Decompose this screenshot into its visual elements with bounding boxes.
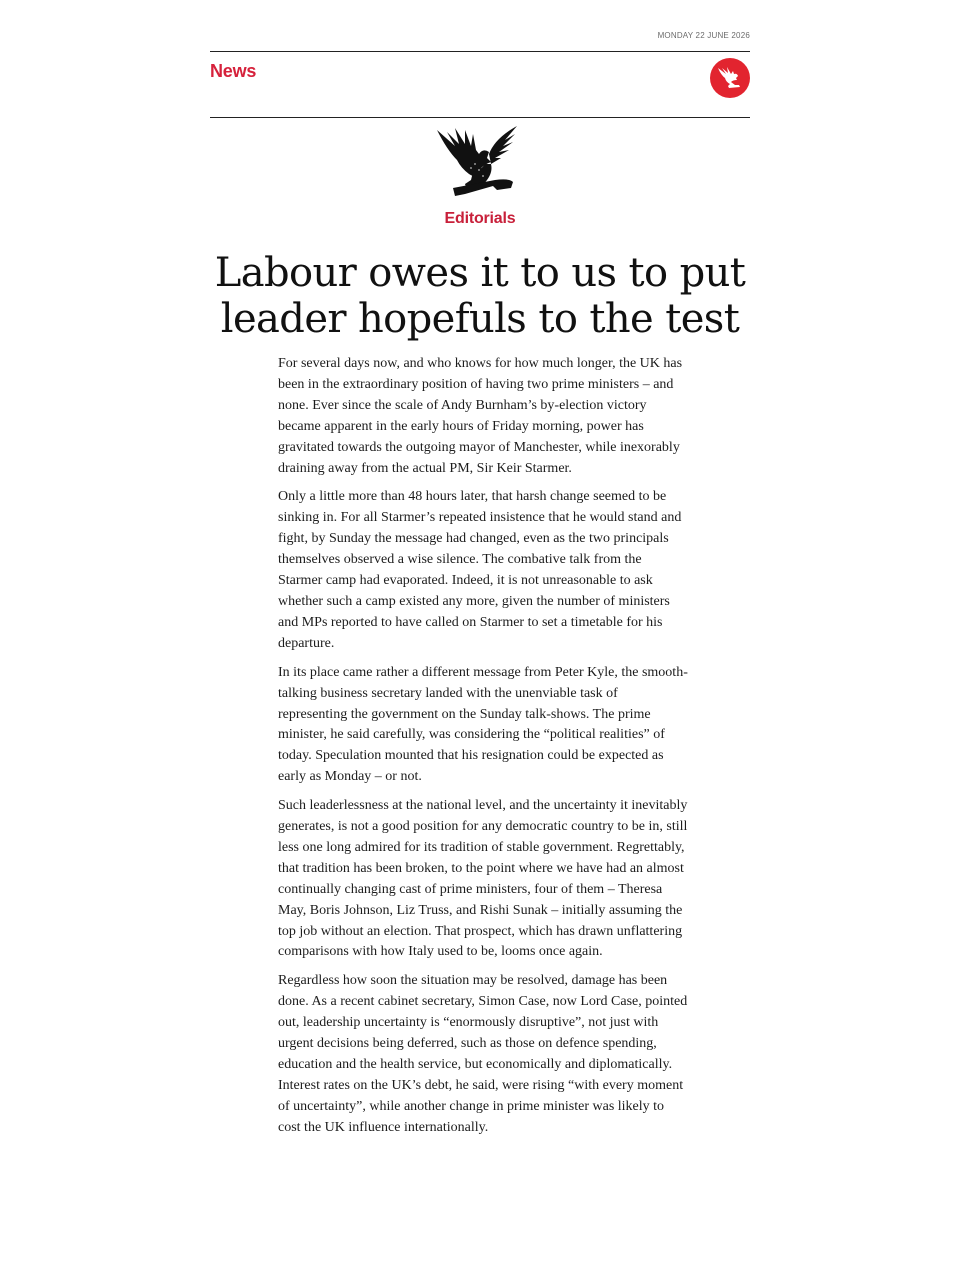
article-paragraph: Only a little more than 48 hours later, that harsh change seemed to be sinking in. For all Starmer’s repeated insistence that he would stand and fight, by Sunday the message had changed, even as the two principals themselves observed a wise silence. The combative talk from the Starmer camp had evaporated. Indeed, it is not unreasonable to ask whether such a camp existed any more, given the number of ministers and MPs reported to have called on Starmer to set a timetable for his departure. — [278, 489, 682, 651]
eagle-icon — [716, 65, 744, 91]
section-label[interactable]: News — [210, 61, 257, 81]
article-paragraph: In its place came rather a different message from Peter Kyle, the smooth-talking business secretary landed with the unenviable task of representing the government on the Sunday talk-shows. The prime minister, he said carefully, was considering the “political realities” of today. Speculation mounted that his resignation could be expected as early as Monday – or not. — [278, 664, 688, 785]
eagle-icon-badge[interactable] — [710, 58, 750, 98]
article-kicker[interactable]: Editorials — [444, 210, 516, 227]
article-headline: Labour owes it to us to put leader hopefuls to the test — [214, 250, 746, 342]
article-paragraph: Regardless how soon the situation may be resolved, damage has been done. As a recent cabinet secretary, Simon Case, now Lord Case, pointed out, leadership uncertainty is “enormously disruptive”, not just with urgent decisions being deferred, such as those on defence spending, education and the health service, but economically and diplomatically. Interest rates on the UK’s debt, he said, were rising “with every moment of uncertainty”, while another change in prime minister was likely to cost the UK influence internationally. — [278, 973, 688, 1135]
article-paragraph: Such leaderlessness at the national level, and the uncertainty it inevitably generates, is not a good position for any democratic country to be in, still less one long admired for its tradition of stable government. Regrettably, that tradition has been broken, to the point where we have had an almost continually changing cast of prime ministers, four of them – Theresa May, Boris Johnson, Liz Truss, and Rishi Sunak – initially assuming the top job without an election. That prospect, which has drawn unflattering comparisons with how Italy used to be, looms once again. — [278, 798, 688, 960]
eagle-logo-icon — [435, 124, 525, 202]
article-paragraph: For several days now, and who knows for how much longer, the UK has been in the extraordinary position of having two prime ministers – and none. Ever since the scale of Andy Burnham’s by-election victory became apparent in the early hours of Friday morning, power has gravitated towards the outgoing mayor of Manchester, while inexorably draining away from the actual PM, Sir Keir Starmer. — [278, 356, 683, 476]
bottom-divider — [210, 117, 750, 118]
issue-date: MONDAY 22 JUNE 2026 — [657, 31, 750, 40]
top-divider — [210, 51, 750, 52]
article-body — [278, 354, 688, 1147]
